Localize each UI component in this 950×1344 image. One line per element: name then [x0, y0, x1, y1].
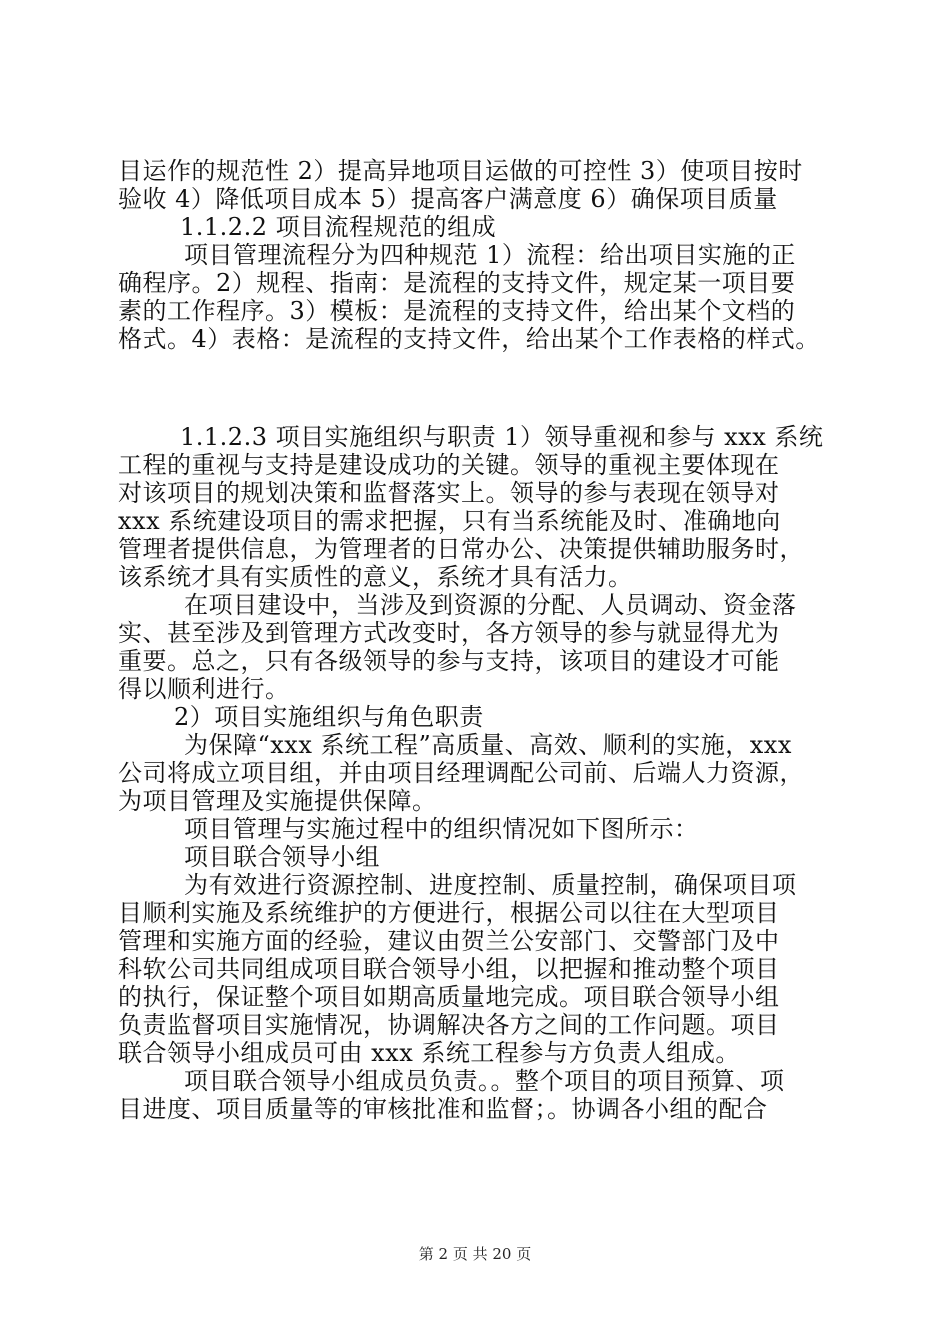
text-line: 项目管理流程分为四种规范 1）流程：给出项目实施的正 [184, 241, 796, 269]
text-line: 联合领导小组成员可由 xxx 系统工程参与方负责人组成。 [118, 1039, 740, 1067]
text-line: 的执行，保证整个项目如期高质量地完成。项目联合领导小组 [118, 983, 780, 1011]
section-heading: 1.1.2.3 项目实施组织与职责 1）领导重视和参与 xxx 系统 [180, 423, 824, 451]
subsection-heading: 项目联合领导小组 [184, 843, 380, 871]
text-line: 实、甚至涉及到管理方式改变时，各方领导的参与就显得尤为 [118, 619, 780, 647]
text-line: 项目管理与实施过程中的组织情况如下图所示： [184, 815, 699, 843]
page-number-footer: 第 2 页 共 20 页 [418, 1245, 532, 1263]
text-line: 目进度、项目质量等的审核批准和监督；。协调各小组的配合 [118, 1095, 768, 1123]
text-line: 目顺利实施及系统维护的方便进行，根据公司以往在大型项目 [118, 899, 780, 927]
section-heading: 1.1.2.2 项目流程规范的组成 [180, 213, 497, 241]
text-line: 在项目建设中，当涉及到资源的分配、人员调动、资金落 [184, 591, 797, 619]
text-line: 目运作的规范性 2）提高异地项目运做的可控性 3）使项目按时 [118, 157, 803, 185]
text-line: 工程的重视与支持是建设成功的关键。领导的重视主要体现在 [118, 451, 780, 479]
text-line: 格式。4）表格：是流程的支持文件，给出某个工作表格的样式。 [118, 325, 820, 353]
text-line: 验收 4）降低项目成本 5）提高客户满意度 6）确保项目质量 [118, 185, 778, 213]
text-line: 为项目管理及实施提供保障。 [118, 787, 437, 815]
text-line: 对该项目的规划决策和监督落实上。领导的参与表现在领导对 [118, 479, 780, 507]
text-line: 素的工作程序。3）模板：是流程的支持文件，给出某个文档的 [118, 297, 796, 325]
text-line: 科软公司共同组成项目联合领导小组，以把握和推动整个项目 [118, 955, 780, 983]
text-line: 负责监督项目实施情况，协调解决各方之间的工作问题。项目 [118, 1011, 780, 1039]
text-line: 项目联合领导小组成员负责。。整个项目的项目预算、项 [184, 1067, 785, 1095]
text-line: 为有效进行资源控制、进度控制、质量控制，确保项目项 [184, 871, 797, 899]
text-line: 为保障“xxx 系统工程”高质量、高效、顺利的实施，xxx [184, 731, 792, 759]
text-line: 该系统才具有实质性的意义，系统才具有活力。 [118, 563, 633, 591]
text-line: 公司将成立项目组，并由项目经理调配公司前、后端人力资源， [118, 759, 804, 787]
text-line: xxx 系统建设项目的需求把握，只有当系统能及时、准确地向 [118, 507, 781, 535]
text-line: 确程序。2）规程、指南：是流程的支持文件，规定某一项目要 [118, 269, 796, 297]
text-line: 管理者提供信息，为管理者的日常办公、决策提供辅助服务时， [118, 535, 804, 563]
subsection-heading: 2）项目实施组织与角色职责 [174, 703, 484, 731]
text-line: 管理和实施方面的经验，建议由贺兰公安部门、交警部门及中 [118, 927, 780, 955]
text-line: 重要。总之，只有各级领导的参与支持，该项目的建设才可能 [118, 647, 780, 675]
text-line: 得以顺利进行。 [118, 675, 290, 703]
